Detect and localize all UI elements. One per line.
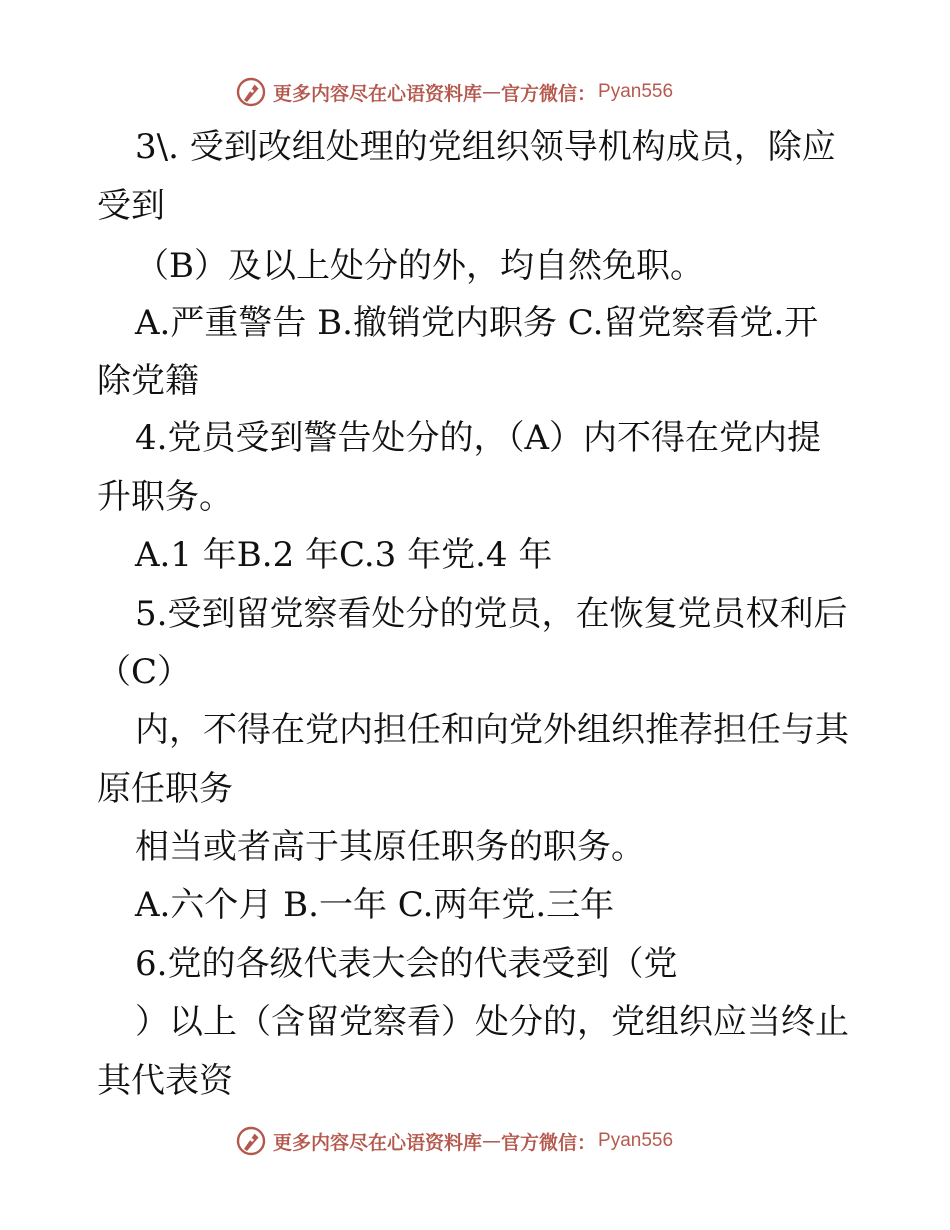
footer-watermark — [235, 1121, 715, 1161]
text-line-5: 除党籍 — [97, 361, 199, 401]
text-line-12: 原任职务 — [97, 769, 233, 809]
text-line-10: （C） — [97, 652, 192, 692]
watermark-wechat-id: Pyan556 — [598, 81, 674, 102]
watermark-dash: — — [482, 81, 502, 103]
text-line-3: （B）及以上处分的外，均自然免职。 — [135, 246, 704, 286]
text-line-14: A.六个月 B.一年 C.两年党.三年 — [135, 885, 615, 925]
header-watermark — [235, 72, 715, 112]
text-line-8: A.1 年B.2 年C.3 年党.4 年 — [135, 535, 553, 575]
watermark-site-name: 更多内容尽在心语资料库 — [273, 1131, 483, 1154]
watermark-site-name: 更多内容尽在心语资料库 — [273, 82, 483, 105]
text-line-2: 受到 — [97, 186, 165, 226]
pen-nib-logo-icon — [235, 76, 267, 108]
text-line-15: 6.党的各级代表大会的代表受到（党 — [135, 944, 678, 984]
text-line-11: 内，不得在党内担任和向党外组织推荐担任与其 — [135, 710, 849, 750]
text-line-16: ）以上（含留党察看）处分的，党组织应当终止 — [135, 1002, 849, 1042]
text-line-4: A.严重警告 B.撤销党内职务 C.留党察看党.开 — [135, 303, 819, 343]
text-line-9: 5.受到留党察看处分的党员，在恢复党员权利后 — [135, 594, 848, 634]
watermark-wechat-label: 官方微信： — [501, 82, 597, 105]
text-line-1: 3\. 受到改组处理的党组织领导机构成员，除应 — [135, 127, 836, 167]
text-line-6: 4.党员受到警告处分的，（A）内不得在党内提 — [135, 418, 821, 458]
text-line-17: 其代表资 — [97, 1061, 233, 1101]
watermark-wechat-label: 官方微信： — [501, 1131, 597, 1154]
watermark-wechat-id: Pyan556 — [598, 1130, 674, 1151]
text-line-7: 升职务。 — [97, 477, 233, 517]
pen-nib-logo-icon — [235, 1125, 267, 1157]
text-line-13: 相当或者高于其原任职务的职务。 — [135, 827, 645, 867]
watermark-dash: — — [482, 1130, 502, 1152]
